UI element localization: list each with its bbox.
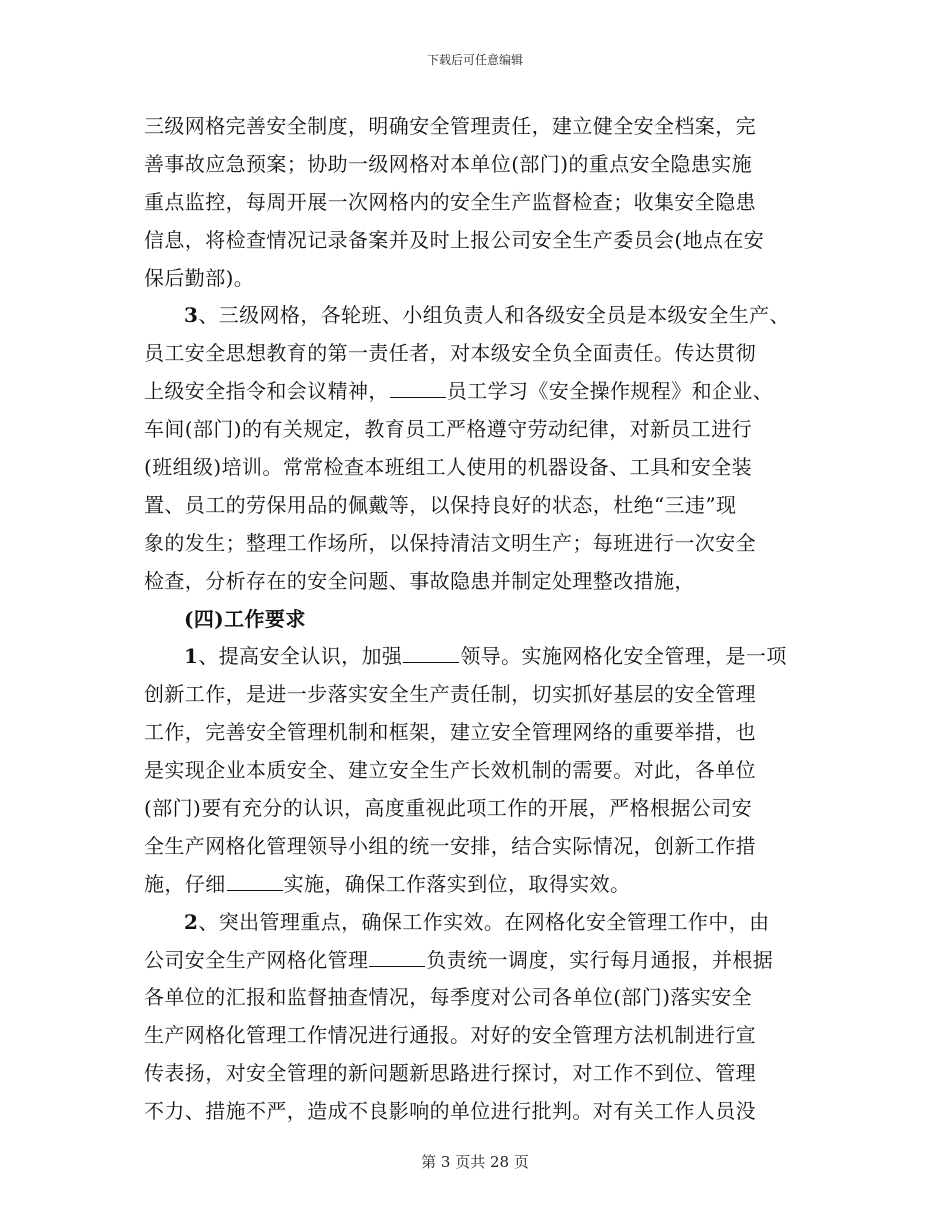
text-line: 车间(部门)的有关规定，教育员工严格遵守劳动纪律，对新员工进行 xyxy=(144,417,753,442)
text-line: 工作，完善安全管理机制和框架，建立安全管理网络的重要举措，也 xyxy=(144,720,756,745)
text-line xyxy=(144,866,824,904)
fill-in-blank xyxy=(403,642,459,663)
paragraph-grid-level-three-duties xyxy=(144,108,824,297)
text-line: (部门)要有充分的认识，高度重视此项工作的开展，严格根据公司安 xyxy=(144,796,753,821)
section-heading-text: (四)工作要求 xyxy=(184,606,306,631)
text-segment: 员工学习《安全操作规程》和企业、 xyxy=(446,379,774,404)
text-segment: 施，仔细 xyxy=(144,871,226,896)
page-header: 下载后可任意编辑 xyxy=(426,53,523,67)
text-line: (班组级)培训。常常检查本班组工人使用的机器设备、工具和安全装 xyxy=(144,455,753,480)
fill-in-blank xyxy=(369,946,425,967)
text-segment: 、三级网格，各轮班、小组负责人和各级安全员是本级安全生产、 xyxy=(198,303,790,328)
fill-in-blank xyxy=(227,870,283,891)
item-number: 1 xyxy=(184,644,199,669)
paragraph-item-3 xyxy=(144,297,824,600)
text-line: 传表扬，对安全管理的新问题新思路进行探讨，对工作不到位、管理 xyxy=(144,1061,756,1086)
text-line xyxy=(144,942,824,980)
text-line: 全生产网格化管理领导小组的统一安排，结合实际情况，创新工作措 xyxy=(144,833,756,858)
item-number: 2 xyxy=(184,909,199,934)
text-line: 创新工作，是进一步落实安全生产责任制，切实抓好基层的安全管理 xyxy=(144,682,756,707)
text-segment: 、提高安全认识，加强 xyxy=(198,644,403,669)
text-line: 信息，将检查情况记录备案并及时上报公司安全生产委员会(地点在安 xyxy=(144,227,765,252)
text-line xyxy=(144,904,824,942)
text-line: 置、员工的劳保用品的佩戴等，以保持良好的状态，杜绝“三违”现 xyxy=(144,492,737,517)
text-line xyxy=(144,297,824,335)
text-line xyxy=(144,373,824,411)
text-segment: 、突出管理重点，确保工作实效。在网格化安全管理工作中，由 xyxy=(198,909,770,934)
item-number: 3 xyxy=(184,303,199,328)
section-heading xyxy=(144,601,824,639)
text-segment: 领导。实施网格化安全管理，是一项 xyxy=(460,644,787,669)
text-line: 是实现企业本质安全、建立安全生产长效机制的需要。对此，各单位 xyxy=(144,758,756,783)
text-segment: 公司安全生产网格化管理 xyxy=(144,947,369,972)
text-segment: 上级安全指令和会议精神， xyxy=(144,379,389,404)
text-segment: 实施，确保工作落实到位，取得实效。 xyxy=(283,871,631,896)
fill-in-blank xyxy=(390,377,446,398)
text-line: 不力、措施不严，造成不良影响的单位进行批判。对有关工作人员没 xyxy=(144,1099,756,1124)
text-line: 三级网格完善安全制度，明确安全管理责任，建立健全安全档案，完 xyxy=(144,114,756,138)
text-line: 员工安全思想教育的第一责任者，对本级安全负全面责任。传达贯彻 xyxy=(144,341,756,366)
text-line: 保后勤部)。 xyxy=(144,265,255,290)
text-segment: 负责统一调度，实行每月通报，并根据 xyxy=(426,947,774,972)
document-body xyxy=(144,108,824,1131)
paragraph-item-1 xyxy=(144,638,824,903)
page-footer: 第 3 页共 28 页 xyxy=(421,1153,529,1171)
text-line: 生产网格化管理工作情况进行通报。对好的安全管理方法机制进行宣 xyxy=(144,1023,756,1048)
text-line: 检查，分析存在的安全问题、事故隐患并制定处理整改措施， xyxy=(144,568,695,593)
paragraph-item-2 xyxy=(144,904,824,1131)
text-line xyxy=(144,638,824,676)
text-line: 善事故应急预案；协助一级网格对本单位(部门)的重点安全隐患实施 xyxy=(144,151,753,176)
text-line: 象的发生；整理工作场所，以保持清洁文明生产；每班进行一次安全 xyxy=(144,530,756,555)
text-line: 各单位的汇报和监督抽查情况，每季度对公司各单位(部门)落实安全 xyxy=(144,985,753,1010)
text-line: 重点监控，每周开展一次网格内的安全生产监督检查；收集安全隐患 xyxy=(144,189,756,214)
